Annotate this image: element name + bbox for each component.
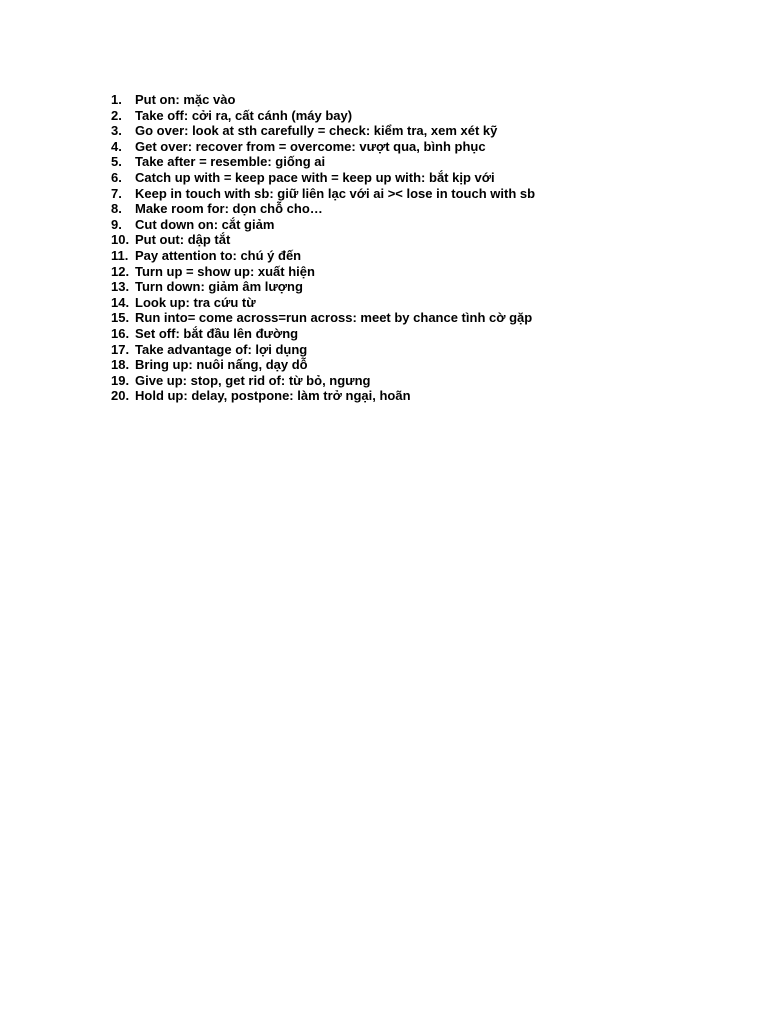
list-item <box>111 108 535 124</box>
phrasal-verb-list <box>111 92 535 404</box>
list-item <box>111 264 535 280</box>
list-item-text: Turn down: giảm âm lượng <box>135 279 303 295</box>
list-item-number: 7. <box>111 185 122 201</box>
list-item-text: Get over: recover from = overcome: vượt qua, bình phục <box>135 138 486 154</box>
list-item-number: 6. <box>111 169 122 185</box>
list-item-number: 1. <box>111 92 122 107</box>
list-item-text: Bring up: nuôi nấng, dạy dỗ <box>135 357 308 373</box>
list-item <box>111 248 535 264</box>
list-item-number: 19. <box>111 372 130 388</box>
list-item-text: Turn up = show up: xuất hiện <box>135 263 315 279</box>
list-item-text: Cut down on: cắt giảm <box>135 216 275 232</box>
list-item-text: Keep in touch with sb: giữ liên lạc với ai >< lose in touch with sb <box>135 185 536 201</box>
list-item <box>111 279 535 295</box>
list-item-number: 14. <box>111 294 130 310</box>
list-item-text: Make room for: dọn chỗ cho… <box>135 201 323 217</box>
list-item <box>111 295 535 311</box>
list-item-text: Run into= come across=run across: meet by chance tình cờ gặp <box>135 310 533 326</box>
list-item <box>111 92 535 108</box>
list-item-text: Put on: mặc vào <box>135 92 236 107</box>
list-item-text: Pay attention to: chú ý đến <box>135 247 302 263</box>
list-item-text: Go over: look at sth carefully = check: kiểm tra, xem xét kỹ <box>135 123 498 139</box>
list-item-text: Take off: cởi ra, cất cánh (máy bay) <box>135 107 353 123</box>
list-item-number: 2. <box>111 107 122 123</box>
list-item-number: 17. <box>111 341 130 357</box>
list-item-text: Hold up: delay, postpone: làm trở ngại, hoãn <box>135 388 411 404</box>
list-item-number: 9. <box>111 216 122 232</box>
list-item <box>111 186 535 202</box>
list-item <box>111 201 535 217</box>
list-item <box>111 326 535 342</box>
list-item <box>111 357 535 373</box>
list-item-text: Catch up with = keep pace with = keep up with: bắt kịp với <box>135 169 495 185</box>
list-item-text: Give up: stop, get rid of: từ bỏ, ngưng <box>135 372 371 388</box>
list-item-number: 12. <box>111 263 130 279</box>
list-item-text: Put out: dập tắt <box>135 232 231 248</box>
list-item <box>111 154 535 170</box>
list-item-number: 11. <box>111 247 129 263</box>
list-item <box>111 170 535 186</box>
list-item-text: Set off: bắt đầu lên đường <box>135 325 299 341</box>
list-item <box>111 139 535 155</box>
list-item-number: 3. <box>111 123 122 139</box>
list-item-number: 10. <box>111 232 130 248</box>
list-item <box>111 310 535 326</box>
list-item-text: Take after = resemble: giống ai <box>135 154 326 170</box>
list-item-number: 16. <box>111 325 130 341</box>
list-item <box>111 342 535 358</box>
list-item-number: 8. <box>111 201 122 217</box>
list-item <box>111 123 535 139</box>
list-item-number: 13. <box>111 279 130 295</box>
list-item-text: Look up: tra cứu từ <box>135 294 256 310</box>
list-item <box>111 373 535 389</box>
list-item <box>111 388 535 404</box>
list-item-number: 15. <box>111 310 130 326</box>
list-item-text: Take advantage of: lợi dụng <box>135 341 308 357</box>
list-item-number: 5. <box>111 154 122 170</box>
list-item-number: 18. <box>111 357 130 373</box>
list-item <box>111 232 535 248</box>
list-item-number: 20. <box>111 388 130 404</box>
list-item-number: 4. <box>111 138 122 154</box>
list-item <box>111 217 535 233</box>
